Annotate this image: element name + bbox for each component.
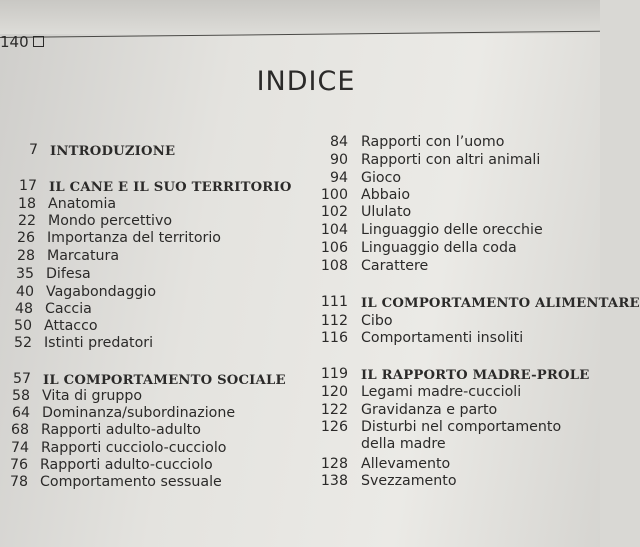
toc-page-number: 28: [16, 248, 35, 264]
toc-page-number: 94: [329, 170, 348, 186]
toc-page-number: 68: [10, 422, 29, 438]
toc-entry-label: Rapporti con l’uomo: [361, 134, 505, 150]
toc-entry-label: Difesa: [46, 266, 91, 282]
toc-page-number: 112: [320, 313, 348, 329]
toc-page-number: 108: [320, 258, 348, 274]
toc-entry-label: IL CANE E IL SUO TERRITORIO: [49, 180, 292, 195]
toc-entry-label: Rapporti adulto-cucciolo: [40, 457, 213, 473]
toc-page-number: 128: [320, 456, 348, 472]
toc-entry-label: Anatomia: [48, 196, 117, 212]
toc-page-number: 84: [329, 134, 348, 150]
page-number: [0, 33, 44, 51]
toc-entry-label: Allevamento: [361, 456, 451, 472]
toc-page-number: 40: [15, 284, 34, 300]
toc-page-number: 52: [13, 335, 32, 351]
toc-page-number: 17: [18, 178, 37, 194]
toc-entry-label: Rapporti adulto-adulto: [41, 422, 201, 438]
toc-entry-label: Svezzamento: [361, 473, 457, 489]
toc-entry-label: Carattere: [361, 258, 429, 274]
toc-page-number: 57: [12, 371, 31, 387]
toc-page-number: 18: [17, 196, 36, 212]
toc-entry-label: Comportamento sessuale: [40, 474, 222, 490]
toc-entry-label: Istinti predatori: [44, 335, 154, 351]
toc-page-number: 48: [14, 301, 33, 317]
toc-page-number: 102: [320, 204, 348, 220]
toc-entry-label: Ululato: [361, 204, 412, 220]
toc-page-number: 138: [320, 473, 348, 489]
toc-entry-label: Vita di gruppo: [42, 388, 143, 404]
toc-entry-label: Rapporti con altri animali: [361, 152, 541, 168]
page-title: INDICE: [256, 66, 356, 97]
toc-entry-label: Dominanza/subordinazione: [42, 405, 236, 421]
toc-page-number: 26: [16, 230, 35, 246]
toc-entry-label: Rapporti cucciolo-cucciolo: [41, 440, 227, 456]
toc-entry-label: Gravidanza e parto: [361, 402, 498, 418]
square-ornament-icon: [33, 36, 44, 47]
toc-page-number: 106: [320, 240, 348, 256]
toc-entry-label: Vagabondaggio: [46, 284, 157, 300]
toc-page-number: 35: [15, 266, 34, 282]
toc-page-number: 119: [320, 366, 348, 382]
toc-entry-label: Comportamenti insoliti: [361, 330, 524, 346]
toc-entry-label: Disturbi nel comportamento: [361, 419, 562, 435]
toc-page-number: 111: [320, 294, 348, 310]
toc-entry-label: Linguaggio delle orecchie: [361, 222, 543, 238]
toc-entry-label: Cibo: [361, 313, 393, 329]
toc-entry-label: Linguaggio della coda: [361, 240, 517, 256]
toc-page-number: 90: [329, 152, 348, 168]
toc-page-number: 74: [10, 440, 29, 456]
toc-page-number: 7: [28, 142, 38, 158]
toc-page-number: 100: [320, 187, 348, 203]
toc-page-number: 78: [9, 474, 28, 490]
toc-entry-label: Gioco: [361, 170, 402, 186]
toc-entry-label: Attacco: [44, 318, 98, 334]
toc-entry-label: IL COMPORTAMENTO SOCIALE: [43, 373, 286, 388]
toc-entry-label: Mondo percettivo: [48, 213, 173, 229]
toc-entry-label: Caccia: [45, 301, 92, 317]
toc-entry-label: INTRODUZIONE: [50, 144, 176, 159]
toc-entry-label: Abbaio: [361, 187, 411, 203]
toc-entry-label: Importanza del territorio: [47, 230, 221, 246]
toc-entry-label: IL COMPORTAMENTO ALIMENTARE: [361, 296, 640, 311]
toc-entry-label: IL RAPPORTO MADRE-PROLE: [361, 368, 590, 383]
toc-entry-label: Legami madre-cuccioli: [361, 384, 522, 400]
toc-page-number: 120: [320, 384, 348, 400]
page-top-band: [0, 0, 600, 34]
toc-entry-label: Marcatura: [47, 248, 120, 264]
toc-page-number: 22: [17, 213, 36, 229]
toc-page-number: 104: [320, 222, 348, 238]
toc-page-number: 50: [13, 318, 32, 334]
page-number-text: 140: [0, 33, 29, 51]
toc-page-number: 116: [320, 330, 348, 346]
toc-page-number: 122: [320, 402, 348, 418]
toc-page-number: 126: [320, 419, 348, 435]
toc-page-number: 76: [9, 457, 28, 473]
toc-page-number: 64: [11, 405, 30, 421]
toc-page-number: 58: [11, 388, 30, 404]
toc-entry-label: della madre: [361, 436, 446, 452]
